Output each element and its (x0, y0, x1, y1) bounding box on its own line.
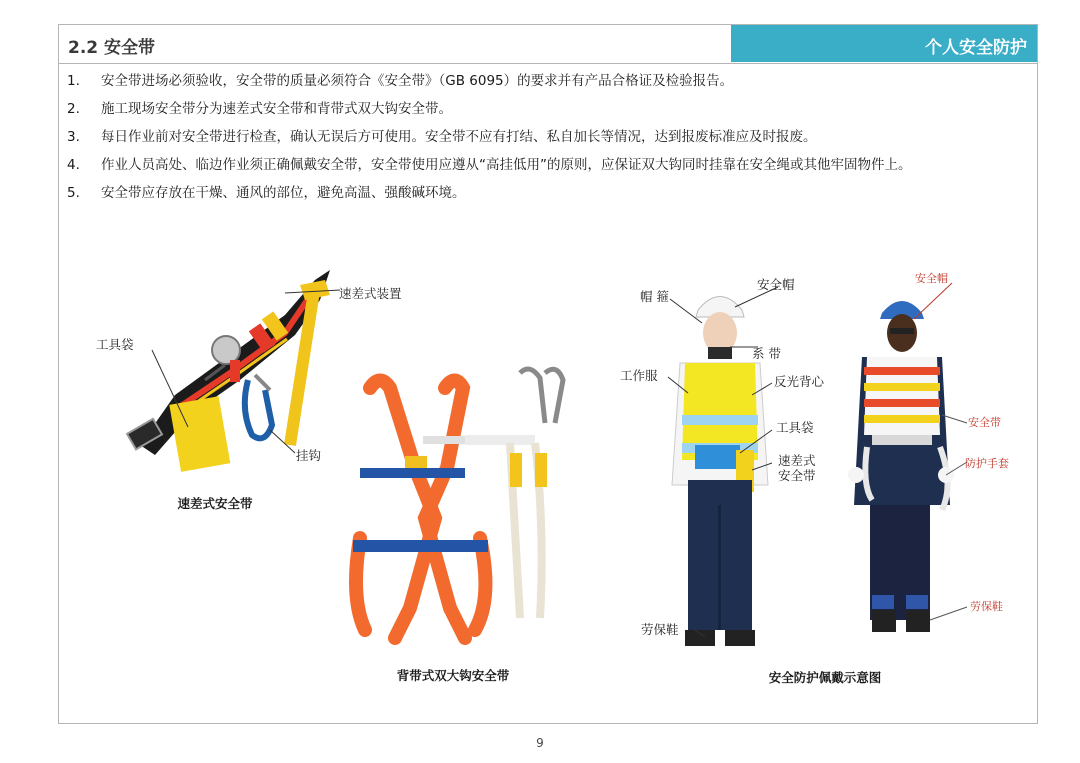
rule-number: 4. (67, 157, 80, 173)
label-hook: 挂钩 (296, 448, 322, 463)
category-badge: 个人安全防护 (731, 25, 1037, 62)
label-retractor-belt (778, 453, 816, 483)
label-retractor: 速差式装置 (339, 286, 402, 301)
figure-caption: 背带式双大钩安全带 (396, 668, 510, 683)
rule-item (67, 183, 1033, 211)
header-bar (59, 25, 1037, 64)
label-shoes: 劳保鞋 (641, 622, 679, 637)
rule-item (67, 99, 1033, 127)
section-title: 2.2 安全带 (68, 38, 156, 58)
rule-text: 安全带进场必须验收，安全带的质量必须符合《安全带》（GB 6095）的要求并有产品合格证及检验报告。 (101, 73, 734, 89)
worker-ppe-illustration (640, 285, 790, 665)
label-tool-bag: 工具袋 (776, 420, 814, 435)
rule-number: 1. (67, 73, 80, 89)
label-mannequin-shoes: 劳保鞋 (970, 600, 1003, 613)
label-mannequin-gloves: 防护手套 (965, 457, 1009, 470)
rule-number: 3. (67, 129, 80, 145)
rule-item (67, 71, 1033, 99)
label-work-clothes: 工作服 (620, 368, 658, 383)
rule-text: 施工现场安全带分为速差式安全带和背带式双大钩安全带。 (101, 101, 452, 117)
rule-text: 安全带应存放在干燥、通风的部位，避免高温、强酸碱环境。 (101, 185, 466, 201)
figure-caption: 速差式安全带 (177, 496, 253, 511)
label-hat-band: 帽 箍 (640, 289, 669, 304)
rule-text: 每日作业前对安全带进行检查，确认无误后方可使用。安全带不应有打结、私自加长等情况，达到报废标准应及时报废。 (101, 129, 817, 145)
label-helmet: 安全帽 (757, 277, 795, 292)
mannequin-ppe-illustration (842, 285, 982, 665)
rule-number: 2. (67, 101, 80, 117)
label-chin-strap: 系 带 (752, 346, 781, 361)
page-number: 9 (536, 736, 544, 750)
label-tool-bag: 工具袋 (96, 337, 134, 352)
rule-item (67, 155, 1033, 183)
label-reflective-vest: 反光背心 (774, 374, 825, 389)
label-retractor-belt-line1: 速差式 (778, 453, 816, 468)
label-mannequin-belt: 安全带 (968, 416, 1001, 429)
figure-caption: 安全防护佩戴示意图 (768, 670, 882, 685)
label-retractor-belt-line2: 安全带 (778, 468, 816, 483)
rule-item (67, 127, 1033, 155)
harness-illustration (335, 368, 585, 658)
rule-number: 5. (67, 185, 80, 201)
label-mannequin-helmet: 安全帽 (915, 272, 948, 285)
rules-list (67, 71, 1033, 211)
rule-text: 作业人员高处、临边作业须正确佩戴安全带，安全带使用应遵从“高挂低用”的原则，应保证双大钩同时挂靠在安全绳或其他牢固物件上。 (101, 157, 912, 173)
